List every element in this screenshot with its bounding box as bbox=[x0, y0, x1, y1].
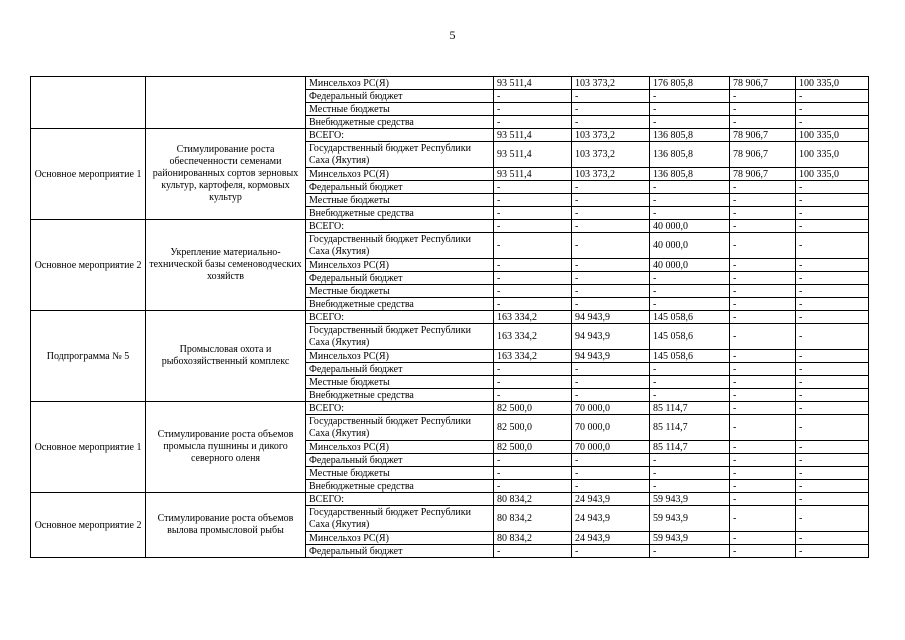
amount-cell: 100 335,0 bbox=[796, 129, 869, 142]
table-body bbox=[31, 77, 869, 558]
amount-cell: 136 805,8 bbox=[650, 142, 730, 168]
amount-cell: - bbox=[730, 233, 796, 259]
amount-cell: - bbox=[494, 363, 572, 376]
amount-cell: 100 335,0 bbox=[796, 77, 869, 90]
amount-cell: - bbox=[494, 207, 572, 220]
funding-source-cell: Государственный бюджет Республики Саха (Якутия) bbox=[306, 506, 494, 532]
amount-cell: - bbox=[650, 207, 730, 220]
amount-cell: - bbox=[730, 454, 796, 467]
amount-cell: 94 943,9 bbox=[572, 350, 650, 363]
amount-cell: - bbox=[494, 467, 572, 480]
amount-cell: - bbox=[730, 441, 796, 454]
amount-cell: - bbox=[650, 90, 730, 103]
amount-cell: - bbox=[796, 324, 869, 350]
amount-cell: - bbox=[730, 259, 796, 272]
amount-cell: 85 114,7 bbox=[650, 402, 730, 415]
funding-source-cell: Федеральный бюджет bbox=[306, 90, 494, 103]
funding-source-cell: Минсельхоз РС(Я) bbox=[306, 77, 494, 90]
amount-cell: - bbox=[572, 259, 650, 272]
amount-cell: 24 943,9 bbox=[572, 493, 650, 506]
amount-cell: - bbox=[572, 285, 650, 298]
section-description-cell bbox=[146, 77, 306, 129]
amount-cell: - bbox=[730, 415, 796, 441]
section-name-cell: Основное мероприятие 1 bbox=[31, 402, 146, 493]
funding-source-cell: Местные бюджеты bbox=[306, 467, 494, 480]
section-description-cell: Промысловая охота и рыбохозяйственный комплекс bbox=[146, 311, 306, 402]
amount-cell: - bbox=[796, 311, 869, 324]
funding-source-cell: Федеральный бюджет bbox=[306, 545, 494, 558]
table-row bbox=[31, 220, 869, 233]
amount-cell: - bbox=[730, 220, 796, 233]
amount-cell: - bbox=[494, 389, 572, 402]
section-name-cell bbox=[31, 77, 146, 129]
amount-cell: - bbox=[730, 545, 796, 558]
amount-cell: 163 334,2 bbox=[494, 350, 572, 363]
amount-cell: - bbox=[650, 454, 730, 467]
amount-cell: 80 834,2 bbox=[494, 506, 572, 532]
amount-cell: - bbox=[650, 285, 730, 298]
amount-cell: - bbox=[494, 181, 572, 194]
amount-cell: - bbox=[494, 480, 572, 493]
amount-cell: - bbox=[796, 220, 869, 233]
amount-cell: - bbox=[796, 363, 869, 376]
amount-cell: 136 805,8 bbox=[650, 168, 730, 181]
amount-cell: 93 511,4 bbox=[494, 129, 572, 142]
amount-cell: 145 058,6 bbox=[650, 324, 730, 350]
table-row bbox=[31, 493, 869, 506]
amount-cell: - bbox=[650, 545, 730, 558]
amount-cell: - bbox=[796, 532, 869, 545]
amount-cell: - bbox=[730, 194, 796, 207]
amount-cell: - bbox=[730, 311, 796, 324]
amount-cell: - bbox=[494, 220, 572, 233]
amount-cell: - bbox=[572, 103, 650, 116]
amount-cell: - bbox=[494, 233, 572, 259]
amount-cell: - bbox=[730, 324, 796, 350]
section-description-cell: Стимулирование роста объемов промысла пушнины и дикого северного оленя bbox=[146, 402, 306, 493]
amount-cell: - bbox=[494, 103, 572, 116]
amount-cell: 145 058,6 bbox=[650, 350, 730, 363]
section-name-cell: Подпрограмма № 5 bbox=[31, 311, 146, 402]
amount-cell: - bbox=[796, 545, 869, 558]
amount-cell: - bbox=[650, 480, 730, 493]
amount-cell: - bbox=[572, 220, 650, 233]
amount-cell: - bbox=[494, 298, 572, 311]
amount-cell: - bbox=[650, 298, 730, 311]
table-row bbox=[31, 402, 869, 415]
amount-cell: 103 373,2 bbox=[572, 168, 650, 181]
amount-cell: 136 805,8 bbox=[650, 129, 730, 142]
amount-cell: - bbox=[494, 272, 572, 285]
amount-cell: 100 335,0 bbox=[796, 168, 869, 181]
funding-source-cell: Местные бюджеты bbox=[306, 194, 494, 207]
funding-source-cell: Внебюджетные средства bbox=[306, 207, 494, 220]
amount-cell: 82 500,0 bbox=[494, 441, 572, 454]
amount-cell: - bbox=[572, 207, 650, 220]
amount-cell: - bbox=[494, 545, 572, 558]
table-row bbox=[31, 129, 869, 142]
amount-cell: - bbox=[730, 493, 796, 506]
amount-cell: - bbox=[650, 181, 730, 194]
amount-cell: - bbox=[730, 116, 796, 129]
amount-cell: 94 943,9 bbox=[572, 324, 650, 350]
amount-cell: 40 000,0 bbox=[650, 233, 730, 259]
funding-source-cell: Государственный бюджет Республики Саха (Якутия) bbox=[306, 142, 494, 168]
amount-cell: - bbox=[730, 402, 796, 415]
amount-cell: 93 511,4 bbox=[494, 77, 572, 90]
amount-cell: - bbox=[650, 467, 730, 480]
amount-cell: - bbox=[572, 233, 650, 259]
section-description-cell: Стимулирование роста обеспеченности семенами районированных сортов зерновых культур, картофеля, кормовых культур bbox=[146, 129, 306, 220]
amount-cell: - bbox=[796, 376, 869, 389]
amount-cell: - bbox=[796, 389, 869, 402]
amount-cell: - bbox=[494, 376, 572, 389]
amount-cell: - bbox=[730, 480, 796, 493]
amount-cell: - bbox=[730, 285, 796, 298]
amount-cell: - bbox=[796, 467, 869, 480]
amount-cell: - bbox=[796, 233, 869, 259]
funding-source-cell: Внебюджетные средства bbox=[306, 298, 494, 311]
amount-cell: - bbox=[572, 389, 650, 402]
amount-cell: - bbox=[730, 506, 796, 532]
amount-cell: 100 335,0 bbox=[796, 142, 869, 168]
page-number: 5 bbox=[449, 28, 456, 42]
amount-cell: - bbox=[796, 493, 869, 506]
funding-source-cell: Государственный бюджет Республики Саха (Якутия) bbox=[306, 233, 494, 259]
amount-cell: - bbox=[572, 480, 650, 493]
amount-cell: - bbox=[796, 259, 869, 272]
amount-cell: - bbox=[796, 415, 869, 441]
amount-cell: - bbox=[572, 116, 650, 129]
amount-cell: - bbox=[572, 194, 650, 207]
amount-cell: 70 000,0 bbox=[572, 402, 650, 415]
amount-cell: 70 000,0 bbox=[572, 441, 650, 454]
amount-cell: - bbox=[494, 285, 572, 298]
amount-cell: 59 943,9 bbox=[650, 532, 730, 545]
amount-cell: - bbox=[730, 350, 796, 363]
amount-cell: 82 500,0 bbox=[494, 415, 572, 441]
amount-cell: 93 511,4 bbox=[494, 142, 572, 168]
amount-cell: - bbox=[730, 90, 796, 103]
amount-cell: - bbox=[650, 194, 730, 207]
amount-cell: - bbox=[650, 363, 730, 376]
amount-cell: - bbox=[650, 103, 730, 116]
amount-cell: 78 906,7 bbox=[730, 77, 796, 90]
funding-source-cell: Минсельхоз РС(Я) bbox=[306, 350, 494, 363]
amount-cell: - bbox=[494, 90, 572, 103]
amount-cell: - bbox=[730, 389, 796, 402]
amount-cell: - bbox=[796, 103, 869, 116]
amount-cell: 93 511,4 bbox=[494, 168, 572, 181]
funding-source-cell: Государственный бюджет Республики Саха (Якутия) bbox=[306, 324, 494, 350]
amount-cell: - bbox=[650, 389, 730, 402]
funding-source-cell: ВСЕГО: bbox=[306, 311, 494, 324]
amount-cell: 24 943,9 bbox=[572, 532, 650, 545]
funding-source-cell: Федеральный бюджет bbox=[306, 454, 494, 467]
amount-cell: - bbox=[796, 441, 869, 454]
amount-cell: - bbox=[730, 181, 796, 194]
section-description-cell: Укрепление материально-технической базы семеноводческих хозяйств bbox=[146, 220, 306, 311]
amount-cell: - bbox=[572, 454, 650, 467]
funding-source-cell: Минсельхоз РС(Я) bbox=[306, 259, 494, 272]
funding-source-cell: Местные бюджеты bbox=[306, 376, 494, 389]
amount-cell: - bbox=[572, 467, 650, 480]
amount-cell: 103 373,2 bbox=[572, 142, 650, 168]
amount-cell: 82 500,0 bbox=[494, 402, 572, 415]
amount-cell: 24 943,9 bbox=[572, 506, 650, 532]
amount-cell: - bbox=[796, 285, 869, 298]
funding-source-cell: ВСЕГО: bbox=[306, 493, 494, 506]
amount-cell: - bbox=[730, 532, 796, 545]
amount-cell: - bbox=[796, 272, 869, 285]
funding-source-cell: ВСЕГО: bbox=[306, 402, 494, 415]
amount-cell: - bbox=[730, 103, 796, 116]
funding-source-cell: Федеральный бюджет bbox=[306, 272, 494, 285]
amount-cell: 103 373,2 bbox=[572, 129, 650, 142]
amount-cell: - bbox=[572, 363, 650, 376]
amount-cell: 80 834,2 bbox=[494, 532, 572, 545]
table-row bbox=[31, 311, 869, 324]
funding-source-cell: Государственный бюджет Республики Саха (Якутия) bbox=[306, 415, 494, 441]
amount-cell: 145 058,6 bbox=[650, 311, 730, 324]
amount-cell: - bbox=[796, 402, 869, 415]
funding-source-cell: ВСЕГО: bbox=[306, 220, 494, 233]
funding-source-cell: Внебюджетные средства bbox=[306, 480, 494, 493]
amount-cell: - bbox=[796, 207, 869, 220]
funding-source-cell: Минсельхоз РС(Я) bbox=[306, 168, 494, 181]
amount-cell: - bbox=[572, 298, 650, 311]
amount-cell: 78 906,7 bbox=[730, 168, 796, 181]
funding-source-cell: Федеральный бюджет bbox=[306, 181, 494, 194]
funding-source-cell: Минсельхоз РС(Я) bbox=[306, 532, 494, 545]
amount-cell: 163 334,2 bbox=[494, 311, 572, 324]
funding-source-cell: Минсельхоз РС(Я) bbox=[306, 441, 494, 454]
amount-cell: 70 000,0 bbox=[572, 415, 650, 441]
amount-cell: 85 114,7 bbox=[650, 441, 730, 454]
funding-source-cell: ВСЕГО: bbox=[306, 129, 494, 142]
funding-source-cell: Внебюджетные средства bbox=[306, 116, 494, 129]
amount-cell: 78 906,7 bbox=[730, 129, 796, 142]
amount-cell: - bbox=[730, 376, 796, 389]
funding-source-cell: Внебюджетные средства bbox=[306, 389, 494, 402]
amount-cell: - bbox=[572, 545, 650, 558]
amount-cell: - bbox=[796, 116, 869, 129]
amount-cell: - bbox=[572, 376, 650, 389]
amount-cell: 163 334,2 bbox=[494, 324, 572, 350]
amount-cell: 59 943,9 bbox=[650, 493, 730, 506]
amount-cell: - bbox=[796, 90, 869, 103]
amount-cell: - bbox=[730, 207, 796, 220]
funding-source-cell: Местные бюджеты bbox=[306, 103, 494, 116]
section-name-cell: Основное мероприятие 2 bbox=[31, 493, 146, 558]
amount-cell: - bbox=[650, 376, 730, 389]
amount-cell: 40 000,0 bbox=[650, 220, 730, 233]
section-name-cell: Основное мероприятие 2 bbox=[31, 220, 146, 311]
amount-cell: 40 000,0 bbox=[650, 259, 730, 272]
amount-cell: - bbox=[650, 272, 730, 285]
amount-cell: - bbox=[494, 259, 572, 272]
amount-cell: - bbox=[796, 506, 869, 532]
funding-source-cell: Местные бюджеты bbox=[306, 285, 494, 298]
amount-cell: - bbox=[796, 480, 869, 493]
amount-cell: - bbox=[796, 194, 869, 207]
table-row bbox=[31, 77, 869, 90]
amount-cell: 59 943,9 bbox=[650, 506, 730, 532]
amount-cell: 78 906,7 bbox=[730, 142, 796, 168]
amount-cell: - bbox=[572, 272, 650, 285]
amount-cell: 80 834,2 bbox=[494, 493, 572, 506]
amount-cell: - bbox=[730, 272, 796, 285]
amount-cell: - bbox=[730, 467, 796, 480]
amount-cell: - bbox=[650, 116, 730, 129]
amount-cell: 103 373,2 bbox=[572, 77, 650, 90]
section-description-cell: Стимулирование роста объемов вылова промысловой рыбы bbox=[146, 493, 306, 558]
amount-cell: - bbox=[730, 298, 796, 311]
amount-cell: - bbox=[494, 454, 572, 467]
amount-cell: 85 114,7 bbox=[650, 415, 730, 441]
amount-cell: - bbox=[796, 298, 869, 311]
amount-cell: 94 943,9 bbox=[572, 311, 650, 324]
section-name-cell: Основное мероприятие 1 bbox=[31, 129, 146, 220]
funding-source-cell: Федеральный бюджет bbox=[306, 363, 494, 376]
amount-cell: - bbox=[796, 454, 869, 467]
amount-cell: - bbox=[494, 194, 572, 207]
amount-cell: - bbox=[796, 350, 869, 363]
amount-cell: - bbox=[572, 90, 650, 103]
budget-table bbox=[30, 76, 869, 558]
amount-cell: 176 805,8 bbox=[650, 77, 730, 90]
amount-cell: - bbox=[572, 181, 650, 194]
amount-cell: - bbox=[796, 181, 869, 194]
amount-cell: - bbox=[494, 116, 572, 129]
amount-cell: - bbox=[730, 363, 796, 376]
